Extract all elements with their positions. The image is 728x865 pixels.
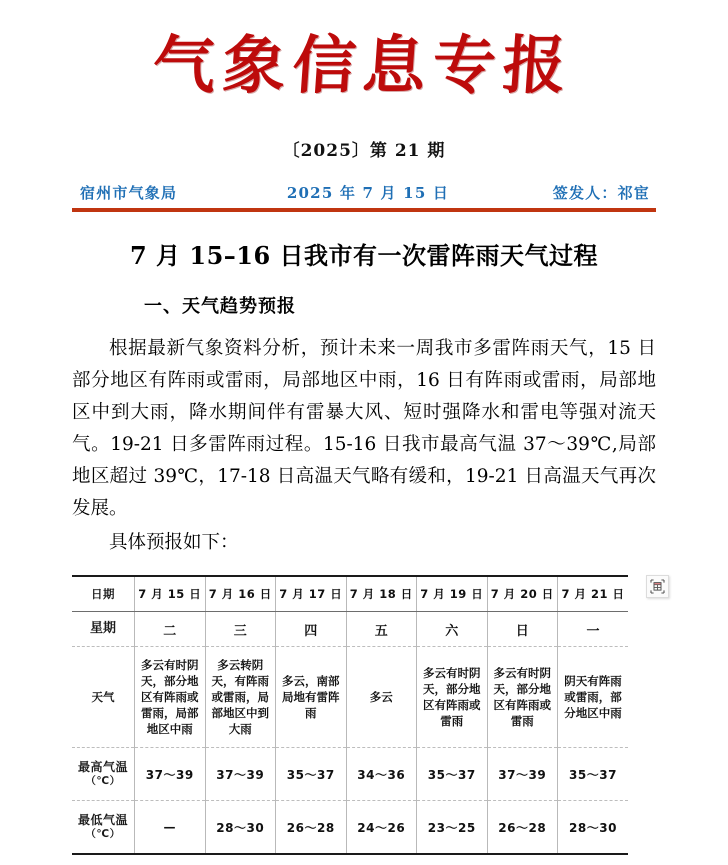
- cell-date-1: 7 月 15 日: [135, 576, 206, 612]
- row-label-tmin-unit: （℃）: [85, 828, 121, 840]
- cell-tmin-6: 26～28: [487, 801, 558, 855]
- cell-weather-7: 阴天有阵雨或雷雨，部分地区中雨: [558, 647, 629, 748]
- cell-weekday-2: 三: [205, 612, 276, 647]
- paragraph-detail-intro: 具体预报如下：: [109, 532, 239, 553]
- cell-tmin-7: 28～30: [558, 801, 629, 855]
- cell-tmin-1: —: [135, 801, 206, 855]
- cell-tmax-3: 35～37: [276, 748, 347, 801]
- cell-tmax-1: 37～39: [135, 748, 206, 801]
- cell-weather-5: 多云有时阴天，部分地区有阵雨或雷雨: [417, 647, 488, 748]
- cell-tmax-5: 35～37: [417, 748, 488, 801]
- header-divider-rule: [72, 208, 656, 212]
- cell-weather-2: 多云转阴天，有阵雨或雷雨，局部地区中到大雨: [205, 647, 276, 748]
- cell-weekday-1: 二: [135, 612, 206, 647]
- table-row-date: [72, 576, 628, 612]
- forecast-table: [72, 575, 628, 855]
- signer-name: 签发人：祁宦: [552, 184, 650, 202]
- cell-weather-1: 多云有时阴天，部分地区有阵雨或雷雨，局部地区中雨: [135, 647, 206, 748]
- paragraph-forecast-summary: 根据最新气象资料分析，预计未来一周我市多雷阵雨天气，15 日部分地区有阵雨或雷雨，局部地区中雨，16 日有阵雨或雷雨，局部地区中到大雨，降水期间伴有雷暴大风、短时强降水和雷电等强对流天气。19-21 日多雷阵雨过程。15-16 日我市最高气温 37～39℃,局部地区超过 39℃，17-18 日高温天气略有缓和，19-21 日高温天气再次发展。: [72, 338, 656, 519]
- table-row-weekday: [72, 612, 628, 647]
- issue-number: 〔2025〕第 21 期: [282, 141, 446, 161]
- row-label-tmin-text: 最低气温: [77, 813, 128, 827]
- cell-tmin-3: 26～28: [276, 801, 347, 855]
- forecast-table-container: [72, 575, 656, 855]
- body-content: [72, 333, 656, 559]
- row-label-tmax-unit: （℃）: [85, 775, 121, 787]
- issuer-name: 宿州市气象局: [80, 184, 178, 202]
- cell-tmax-6: 37～39: [487, 748, 558, 801]
- page-title: 7 月 15–16 日我市有一次雷阵雨天气过程: [129, 241, 599, 270]
- cell-tmax-4: 34～36: [346, 748, 417, 801]
- cell-tmin-4: 24～26: [346, 801, 417, 855]
- cell-weather-3: 多云，南部局地有雷阵雨: [276, 647, 347, 748]
- table-row-tmin: [72, 801, 628, 855]
- cell-date-6: 7 月 20 日: [487, 576, 558, 612]
- row-label-tmin: [72, 801, 135, 855]
- cell-tmax-7: 35～37: [558, 748, 629, 801]
- cell-date-3: 7 月 17 日: [276, 576, 347, 612]
- cell-weekday-4: 五: [346, 612, 417, 647]
- cell-weekday-7: 一: [558, 612, 629, 647]
- cell-tmin-2: 28～30: [205, 801, 276, 855]
- cell-date-4: 7 月 18 日: [346, 576, 417, 612]
- cell-date-5: 7 月 19 日: [417, 576, 488, 612]
- cell-tmax-2: 37～39: [205, 748, 276, 801]
- cell-weekday-3: 四: [276, 612, 347, 647]
- cell-weather-6: 多云有时阴天，部分地区有阵雨或雷雨: [487, 647, 558, 748]
- row-label-date: 日期: [72, 576, 135, 612]
- row-label-tmax: [72, 748, 135, 801]
- cell-date-7: 7 月 21 日: [558, 576, 629, 612]
- cell-weather-4: 多云: [346, 647, 417, 748]
- row-label-weather: 天气: [72, 647, 135, 748]
- cell-date-2: 7 月 16 日: [205, 576, 276, 612]
- issue-date: 2025 年 7 月 15 日: [286, 184, 450, 202]
- table-grid-icon[interactable]: [646, 575, 669, 598]
- section-heading: 一、天气趋势预报: [144, 296, 296, 317]
- cell-weekday-5: 六: [417, 612, 488, 647]
- cell-weekday-6: 日: [487, 612, 558, 647]
- table-row-tmax: [72, 748, 628, 801]
- document-header-row: [72, 182, 656, 203]
- row-label-weekday: 星期: [72, 612, 135, 647]
- masthead-title: 气象信息专报: [150, 28, 576, 102]
- table-row-weather: [72, 647, 628, 748]
- row-label-tmax-text: 最高气温: [77, 760, 128, 774]
- cell-tmin-5: 23～25: [417, 801, 488, 855]
